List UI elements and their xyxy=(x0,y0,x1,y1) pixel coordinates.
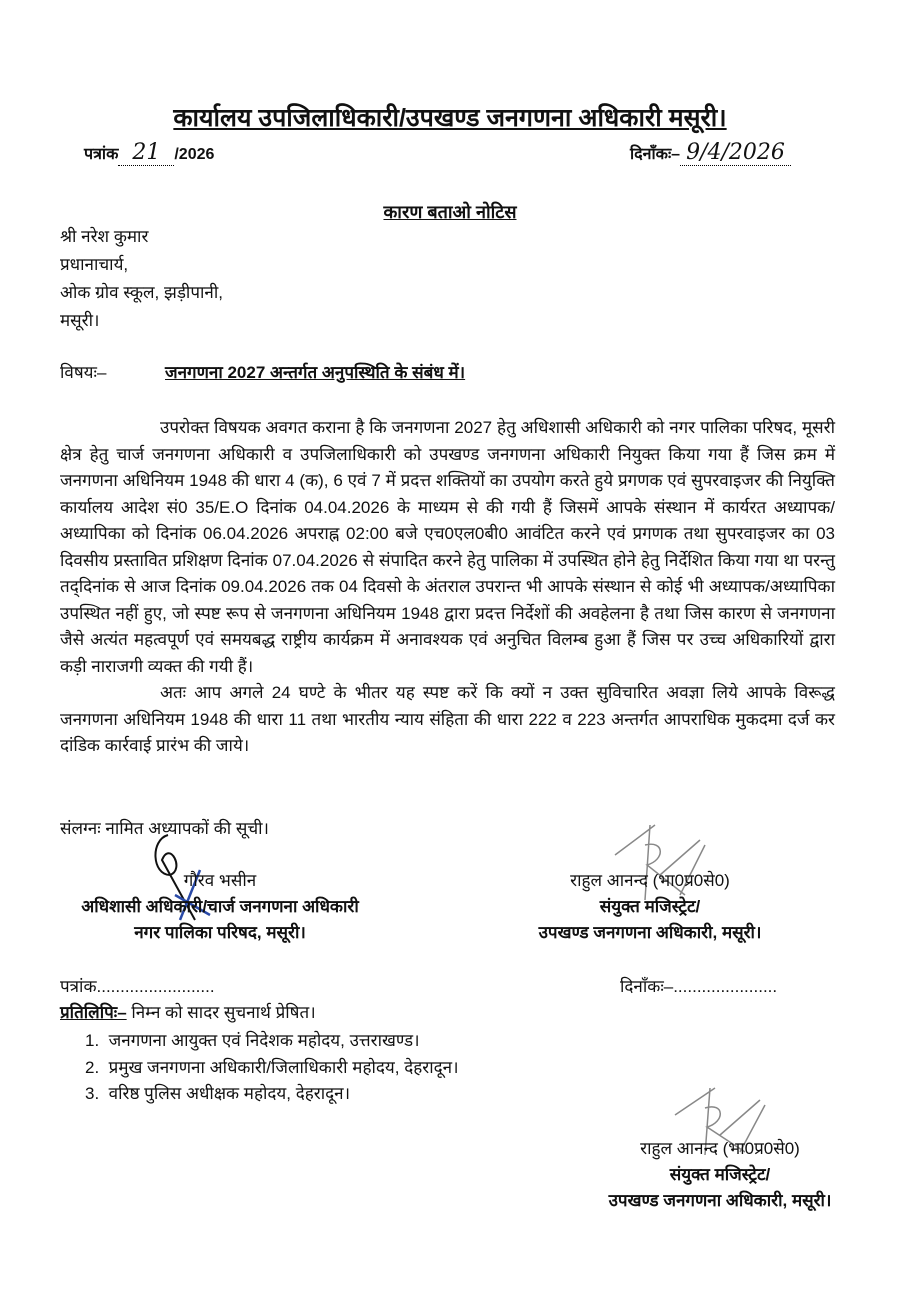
signatory-bottom-office: उपखण्ड जनगणना अधिकारी, मसूरी। xyxy=(608,1191,832,1210)
copy-item xyxy=(85,1028,459,1055)
signatory-bottom-designation: संयुक्त मजिस्ट्रेट/ xyxy=(669,1165,771,1184)
signatory-right xyxy=(480,868,820,946)
subject-text: जनगणना 2027 अन्तर्गत अनुपस्थिति के संबंध में। xyxy=(165,363,466,382)
copy-item xyxy=(85,1081,459,1108)
addressee-line: मसूरी। xyxy=(60,311,100,330)
copy-item-num: 3. xyxy=(85,1084,100,1103)
signatory-right-designation: संयुक्त मजिस्ट्रेट/ xyxy=(599,897,701,916)
addressee-line: ओक ग्रोव स्कूल, झड़ीपानी, xyxy=(60,283,223,302)
office-title: कार्यालय उपजिलाधिकारी/उपखण्ड जनगणना अधिकारी मसूरी। xyxy=(173,104,727,132)
signatory-left-designation: अधिशासी अधिकारी/चार्ज जनगणना अधिकारी xyxy=(81,897,359,916)
signatory-right-office: उपखण्ड जनगणना अधिकारी, मसूरी। xyxy=(538,923,762,942)
signatory-left-office: नगर पालिका परिषद, मसूरी। xyxy=(134,923,306,942)
body-paragraph-2: अतः आप अगले 24 घण्टे के भीतर यह स्पष्ट करें कि क्यों न उक्त सुविचारित अवज्ञा लिये आपके विरूद्ध जनगणना अधिनियम 1948 की धारा 11 तथा भारतीय न्याय संहिता की धारा 222 व 223 अन्तर्गत आपराधिक मुकदमा दर्ज कर दांडिक कार्रवाई प्रारंभ की जाये। xyxy=(60,683,835,755)
signatory-right-name: राहुल आनन्द (भा0प्र0से0) xyxy=(570,871,730,890)
ref-suffix: /2026 xyxy=(174,146,215,163)
copy-item-num: 1. xyxy=(85,1031,100,1050)
copy-heading-text: निम्न को सादर सुचनार्थ प्रेषित। xyxy=(131,1003,316,1022)
copy-item-text: प्रमुख जनगणना अधिकारी/जिलाधिकारी महोदय, देहरादून। xyxy=(108,1057,459,1077)
body-text xyxy=(60,415,835,760)
copy-ref: पत्रांक......................... xyxy=(60,977,215,996)
ref-number: 21 xyxy=(118,140,174,166)
copy-heading-line xyxy=(60,1000,316,1023)
copy-list xyxy=(85,1028,459,1108)
letter-ref xyxy=(84,140,214,165)
subject-label: विषयः– xyxy=(60,363,107,382)
signatory-bottom xyxy=(560,1136,880,1214)
signatory-left xyxy=(40,868,400,946)
addressee-line: प्रधानाचार्य, xyxy=(60,255,129,274)
copy-item-num: 2. xyxy=(85,1057,100,1077)
body-paragraph-1: उपरोक्त विषयक अवगत कराना है कि जनगणना 2027 हेतु अधिशासी अधिकारी को नगर पालिका परिषद, मूसरी क्षेत्र हेतु चार्ज जनगणना अधिकारी व उपजिलाधिकारी को उपखण्ड जनगणना अधिकारी नियुक्त किया गया हैं जिस क्रम में जनगणना अधिनियम 1948 की धारा 4 (क), 6 एवं 7 में प्रदत्त शक्तियों का उपयोग करते हुये प्रगणक एवं सुपरवाइजर की नियुक्ति कार्यालय आदेश सं0 35/E.O दिनांक 04.04.2026 के माध्यम से की गयी हैं जिसमें आपके संस्थान में कार्यरत अध्यापक/अध्यापिका को दिनांक 06.04.2026 अपराह्न 02:00 बजे एच0एल0बी0 आवंटित करने एवं प्रगणक तथा सुपरवाइजर का 03 दिवसीय प्रस्तावित प्रशिक्षण दिनांक 07.04.2026 से संपादित करने हेतु पालिका में उपस्थित होने हेतु निर्देशित किया गया था परन्तु तद्‌दिनांक से आज दिनांक 09.04.2026 तक 04 दिवसो के अंतराल उपरान्त भी आपके संस्थान से कोई भी अध्यापक/अध्यापिका उपस्थित नहीं हुए, जो स्पष्ट रूप से जनगणना अधिनियम 1948 द्वारा प्रदत्त निर्देशों की अवहेलना है तथा जिस कारण से जनगणना जैसे अत्यंत महत्वपूर्ण एवं समयबद्ध राष्ट्रीय कार्यक्रम में अनावश्यक एवं अनुचित विलम्ब हुआ हैं जिस पर उच्च अधिकारियों द्वारा कड़ी नाराजगी व्यक्त की गयी हैं। xyxy=(60,418,835,676)
copy-item xyxy=(85,1055,459,1082)
date-value: 9/4/2026 xyxy=(680,140,791,166)
ref-label: पत्रांक xyxy=(84,146,119,163)
signatory-left-name: गौरव भसीन xyxy=(183,871,257,890)
signatory-bottom-name: राहुल आनन्द (भा0प्र0से0) xyxy=(640,1139,800,1158)
copy-heading: प्रतिलिपिः– xyxy=(60,1003,127,1022)
letter-date xyxy=(630,140,791,165)
notice-title: कारण बताओ नोटिस xyxy=(383,202,517,222)
copy-item-text: जनगणना आयुक्त एवं निदेशक महोदय, उत्तराखण्ड। xyxy=(108,1031,420,1050)
copy-item-text: वरिष्ठ पुलिस अधीक्षक महोदय, देहरादून। xyxy=(108,1084,351,1103)
copy-date: दिनाँकः–...................... xyxy=(620,977,778,996)
addressee-line: श्री नरेश कुमार xyxy=(60,227,149,246)
date-label: दिनाँकः– xyxy=(630,146,681,163)
enclosure: संलग्नः नामित अध्यापकों की सूची। xyxy=(60,819,270,838)
